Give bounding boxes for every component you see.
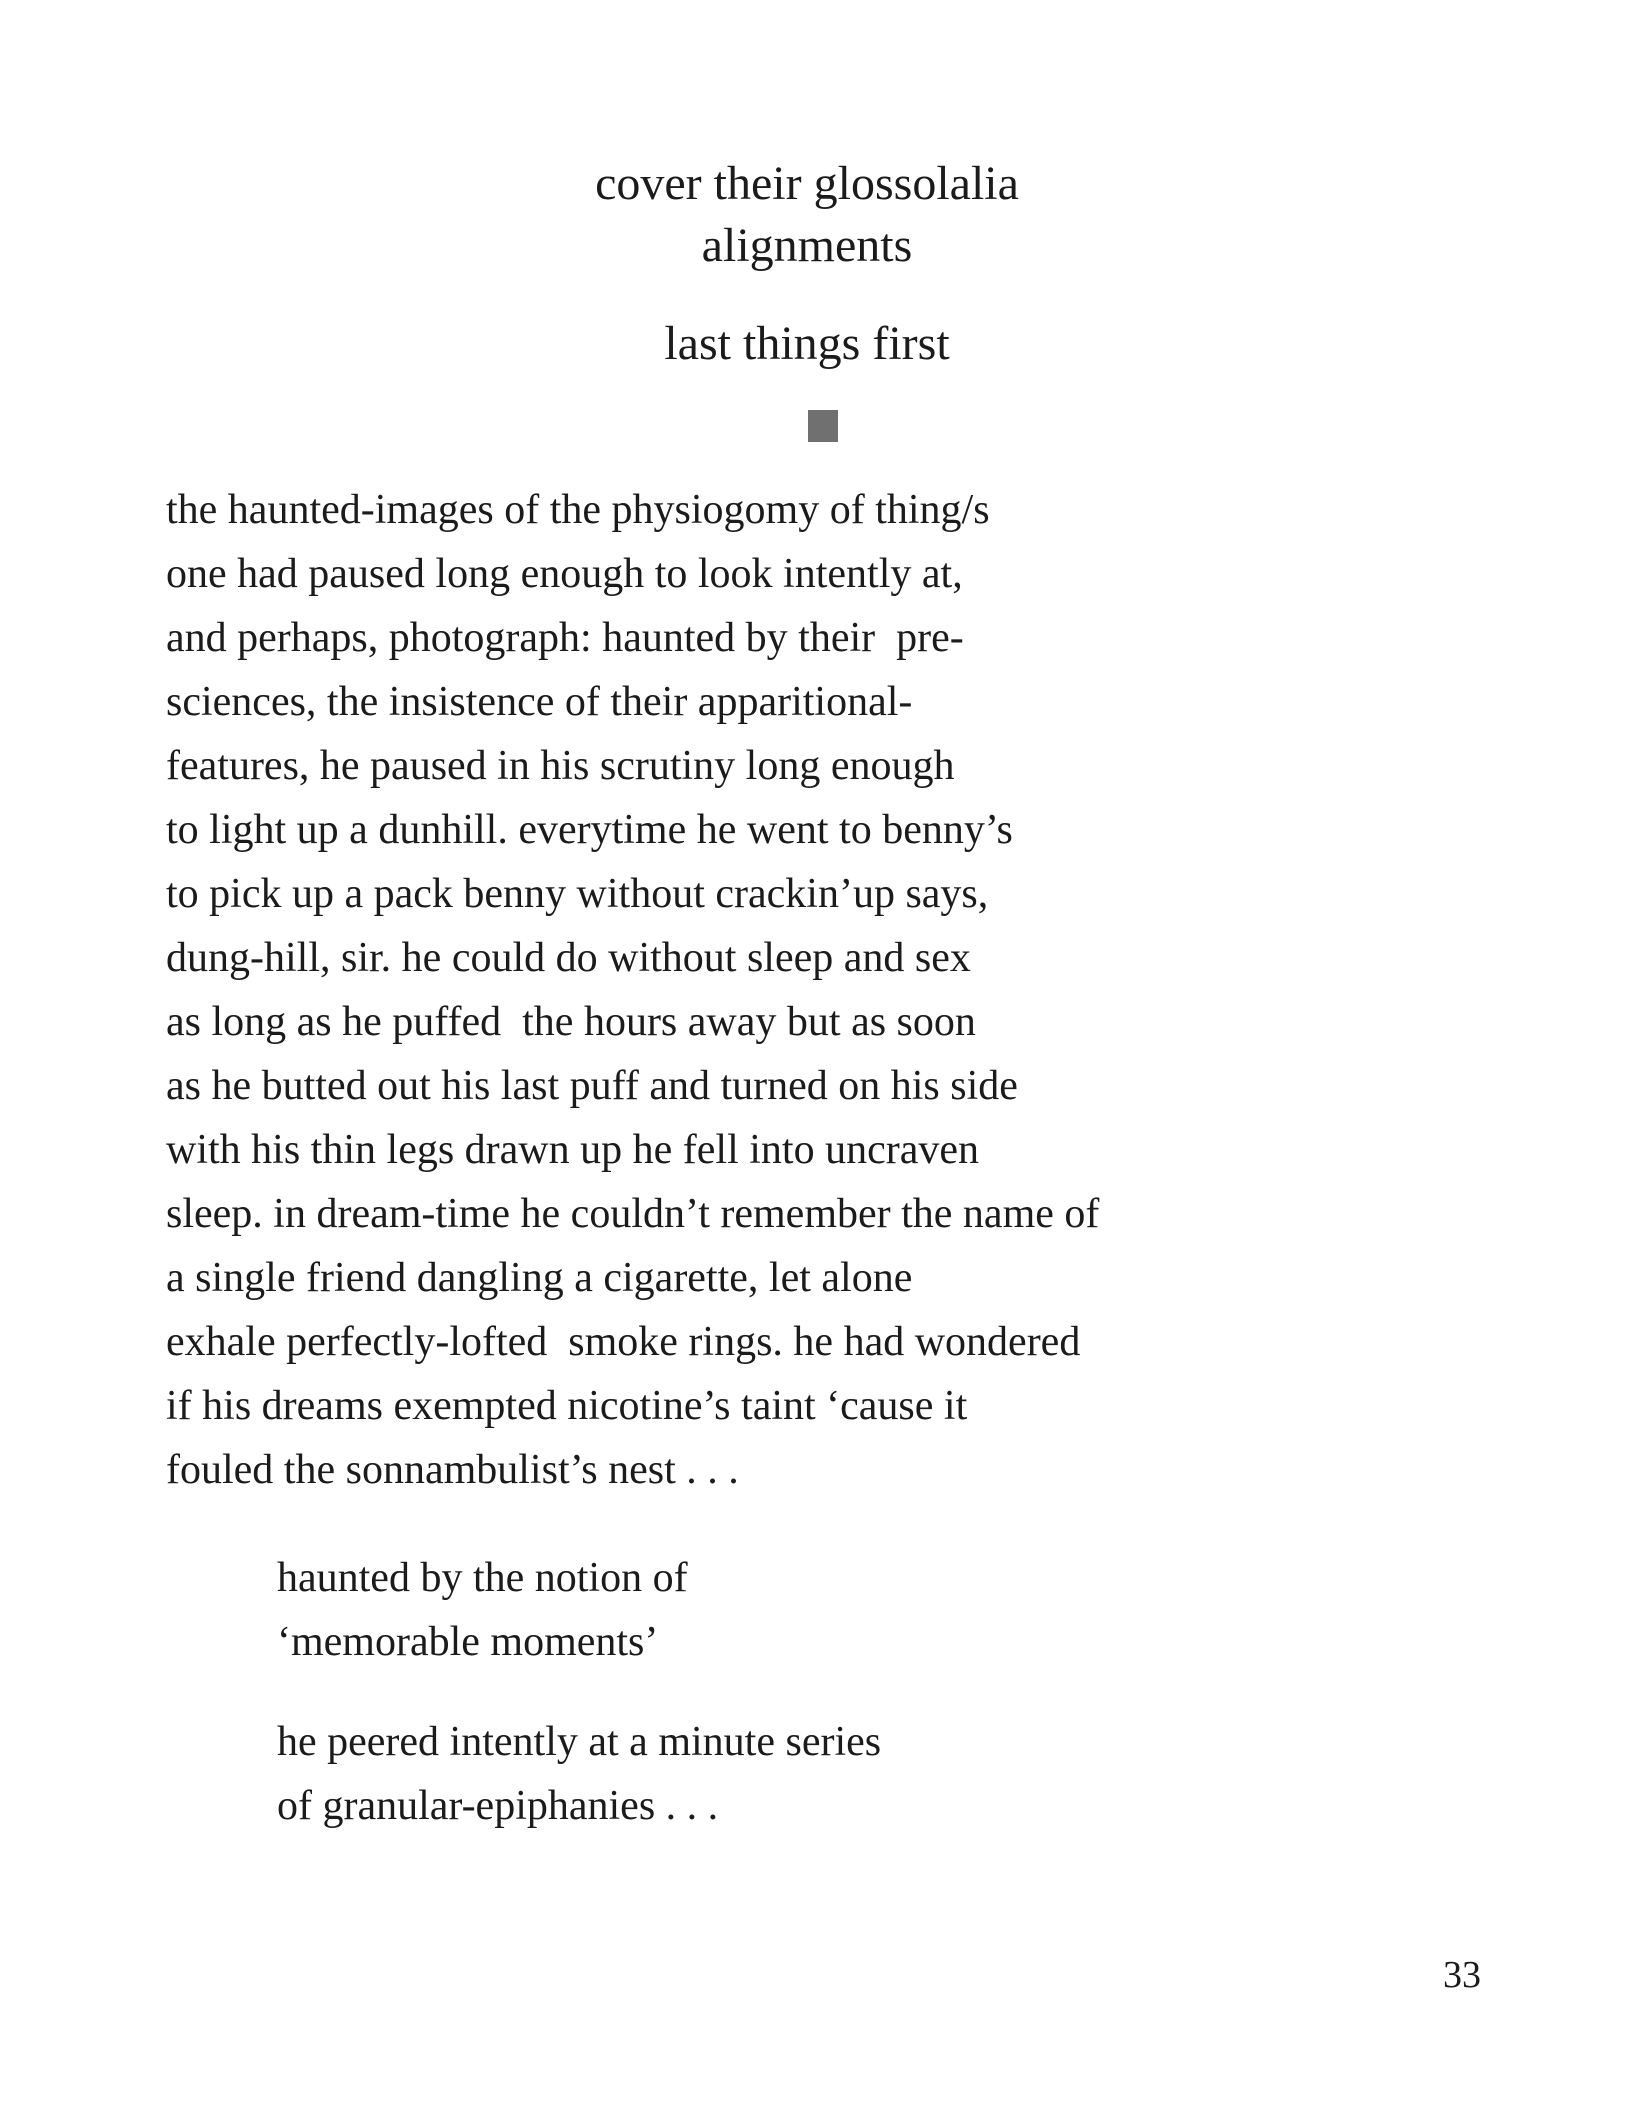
poem-line: he peered intently at a minute series <box>277 1719 882 1765</box>
poem-line: and perhaps, photograph: haunted by their pre- <box>166 615 964 661</box>
poem-heading <box>0 153 1614 277</box>
poem-line: of granular-epiphanies . . . <box>277 1783 719 1829</box>
poem-line: ‘memorable moments’ <box>277 1619 659 1665</box>
poem-line: haunted by the notion of <box>277 1555 688 1601</box>
poem-line: dung-hill, sir. he could do without sleep and sex <box>166 935 971 981</box>
poem-line: to light up a dunhill. everytime he went to benny’s <box>166 807 1013 853</box>
poem-subtitle-line: last things first <box>664 317 950 370</box>
poem-line: with his thin legs drawn up he fell into uncraven <box>166 1127 979 1173</box>
poem-indented-stanza-2 <box>277 1710 881 1838</box>
poem-line: a single friend dangling a cigarette, let alone <box>166 1255 913 1301</box>
section-marker <box>808 410 838 442</box>
poem-title-line-1: cover their glossolalia <box>595 157 1019 210</box>
poem-line: to pick up a pack benny without crackin’up says, <box>166 871 989 917</box>
poem-line: the haunted-images of the physiogomy of thing/s <box>166 487 990 533</box>
poem-line: fouled the sonnambulist’s nest . . . <box>166 1447 739 1493</box>
page-number: 33 <box>1443 1954 1481 1996</box>
poem-line: features, he paused in his scrutiny long enough <box>166 743 955 789</box>
poem-line: one had paused long enough to look intently at, <box>166 551 963 597</box>
poem-line: sleep. in dream-time he couldn’t remember the name of <box>166 1191 1100 1237</box>
poem-line: sciences, the insistence of their apparitional- <box>166 679 913 725</box>
poem-line: if his dreams exempted nicotine’s taint ‘cause it <box>166 1383 968 1429</box>
poem-subtitle <box>0 313 1614 375</box>
poem-line: exhale perfectly-lofted smoke rings. he had wondered <box>166 1319 1081 1365</box>
poem-body <box>166 478 1099 1502</box>
poem-title-line-2: alignments <box>701 219 913 272</box>
poem-line: as long as he puffed the hours away but as soon <box>166 999 976 1045</box>
poem-line: as he butted out his last puff and turned on his side <box>166 1063 1018 1109</box>
poem-indented-stanza-1 <box>277 1546 688 1674</box>
